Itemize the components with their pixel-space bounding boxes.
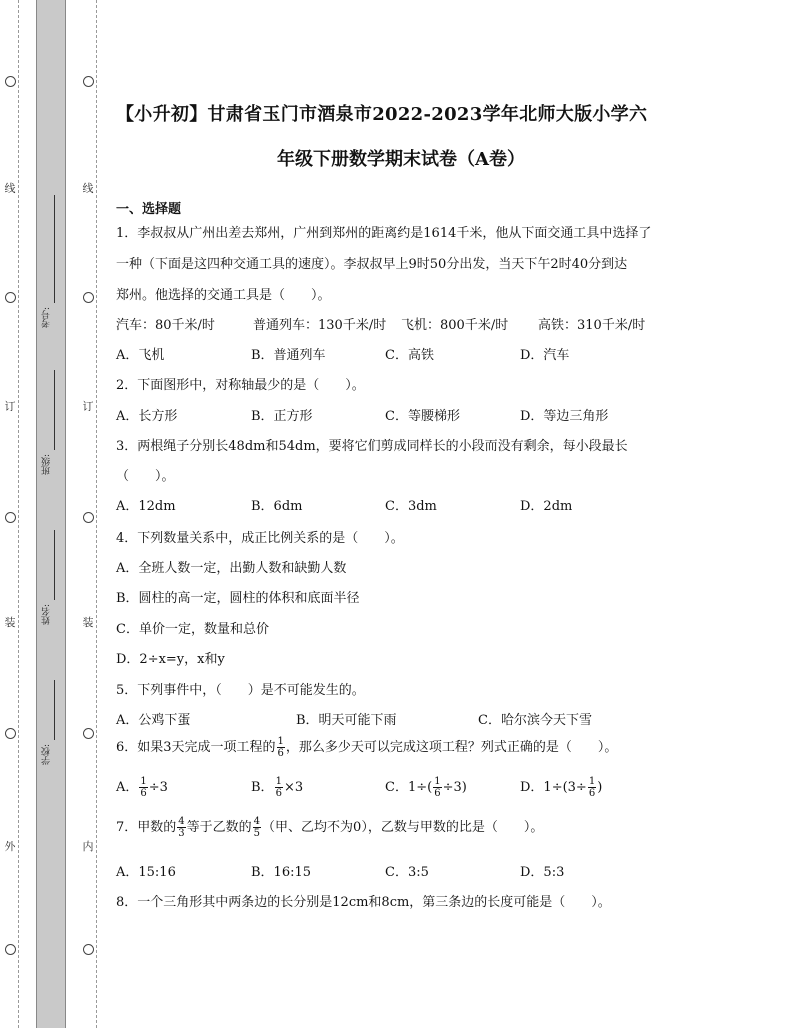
option-rest: ÷3) (442, 780, 467, 795)
fraction-numerator: 4 (178, 816, 185, 827)
school-field[interactable] (40, 680, 60, 780)
fraction-numerator: 1 (275, 776, 282, 787)
question-3-line1: 3．两根绳子分别长48dm和54dm，要将它们剪成同样长的小段而没有剩余，每小段最长 (116, 439, 628, 454)
question-4-option-a[interactable]: A．全班人数一定，出勤人数和缺勤人数 (116, 561, 347, 576)
binding-hole (5, 728, 16, 739)
exam-title-line1: 【小升初】甘肃省玉门市酒泉市2022-2023学年北师大版小学六 (116, 104, 648, 125)
question-2-option-a[interactable]: A．长方形 (116, 409, 178, 424)
binding-gutter (36, 0, 66, 1028)
fraction-numerator: 4 (253, 816, 261, 827)
speed-item: 普通列车：130千米/时 (253, 318, 387, 333)
question-2-option-d[interactable]: D．等边三角形 (520, 409, 609, 424)
margin-char-right: 订 (82, 400, 94, 413)
field-underline (54, 530, 55, 600)
fraction-denominator: 3 (178, 828, 185, 839)
option-label: A． (116, 780, 139, 795)
fraction (177, 816, 185, 839)
fraction (433, 776, 441, 799)
option-rest: ) (597, 780, 603, 795)
field-label: 班级: (42, 454, 52, 476)
question-6-text (116, 736, 617, 759)
question-3-line2: （ ）。 (116, 469, 175, 484)
fraction-denominator: 6 (140, 788, 147, 799)
question-1-line1: 1．李叔叔从广州出差去郑州，广州到郑州的距离约是1614千米，他从下面交通工具中选择了 (116, 226, 652, 241)
fraction (588, 776, 596, 799)
question-6-option-d[interactable] (520, 776, 602, 799)
binding-hole (5, 76, 16, 87)
question-7-text-c: （甲、乙均不为0），乙数与甲数的比是（ ）。 (262, 820, 544, 835)
question-1-option-a[interactable]: A．飞机 (116, 348, 165, 363)
fraction (139, 776, 147, 799)
question-4-text: 4．下列数量关系中，成正比例关系的是（ ）。 (116, 531, 404, 546)
binding-hole (5, 292, 16, 303)
question-7-option-b[interactable]: B．16:15 (251, 865, 312, 880)
question-6-option-c[interactable] (385, 776, 467, 799)
question-4-option-d[interactable]: D．2÷x=y，x和y (116, 652, 225, 667)
exam-number-field[interactable] (40, 195, 60, 340)
fraction-denominator: 6 (434, 788, 441, 799)
fraction-numerator: 1 (434, 776, 441, 787)
speed-item: 高铁：310千米/时 (538, 318, 646, 333)
fraction-numerator: 1 (140, 776, 147, 787)
question-6-option-b[interactable] (251, 776, 303, 799)
option-label: B． (251, 780, 274, 795)
field-label: 学校: (42, 744, 52, 766)
speed-item: 飞机：800千米/时 (401, 318, 509, 333)
margin-char-left: 订 (4, 400, 16, 413)
question-3-option-c[interactable]: C．3dm (385, 499, 437, 514)
margin-char-right: 装 (82, 616, 94, 629)
option-label: D．1÷(3÷ (520, 780, 587, 795)
margin-dashed-line-inner (96, 0, 97, 1028)
fraction (253, 816, 261, 839)
margin-char-left: 外 (4, 840, 16, 853)
binding-hole (5, 512, 16, 523)
question-7-text-b: 等于乙数的 (186, 820, 252, 835)
question-3-option-d[interactable]: D．2dm (520, 499, 573, 514)
fraction-denominator: 5 (253, 828, 261, 839)
option-rest: ÷3 (148, 780, 168, 795)
question-4-option-b[interactable]: B．圆柱的高一定，圆柱的体积和底面半径 (116, 591, 360, 606)
section-title: 一、选择题 (116, 202, 182, 217)
field-label: 考号: (42, 307, 52, 329)
question-1-line3: 郑州。他选择的交通工具是（ ）。 (116, 288, 331, 303)
question-7-option-d[interactable]: D．5:3 (520, 865, 565, 880)
question-6-text-a: 6．如果3天完成一项工程的 (116, 740, 276, 755)
margin-char-left: 线 (4, 182, 16, 195)
class-field[interactable] (40, 370, 60, 485)
option-label: C．1÷( (385, 780, 433, 795)
option-rest: ×3 (283, 780, 304, 795)
fraction-denominator: 6 (588, 788, 596, 799)
question-5-text: 5．下列事件中，（ ）是不可能发生的。 (116, 683, 365, 698)
question-1-option-b[interactable]: B．普通列车 (251, 348, 326, 363)
binding-hole (83, 512, 94, 523)
fraction (277, 736, 285, 759)
speed-item: 汽车：80千米/时 (116, 318, 215, 333)
question-1-line2: 一种（下面是这四种交通工具的速度）。李叔叔早上9时50分出发，当天下午2时40分到达 (116, 257, 628, 272)
binding-hole (83, 292, 94, 303)
question-1-option-d[interactable]: D．汽车 (520, 348, 570, 363)
margin-char-left: 装 (4, 616, 16, 629)
fraction-denominator: 6 (277, 748, 284, 759)
field-underline (54, 680, 55, 740)
fraction-numerator: 1 (277, 736, 284, 747)
question-7-option-a[interactable]: A．15:16 (116, 865, 176, 880)
margin-char-right: 线 (82, 182, 94, 195)
question-3-option-b[interactable]: B．6dm (251, 499, 303, 514)
fraction-denominator: 6 (275, 788, 282, 799)
question-6-text-b: ，那么多少天可以完成这项工程？列式正确的是（ ）。 (285, 740, 618, 755)
question-3-option-a[interactable]: A．12dm (116, 499, 176, 514)
question-4-option-c[interactable]: C．单价一定，数量和总价 (116, 622, 269, 637)
binding-hole (83, 728, 94, 739)
question-7-text (116, 816, 543, 839)
binding-hole (83, 76, 94, 87)
question-2-text: 2．下面图形中，对称轴最少的是（ ）。 (116, 378, 365, 393)
fraction (275, 776, 283, 799)
field-underline (54, 195, 55, 303)
question-6-option-a[interactable] (116, 776, 168, 799)
exam-title-line2: 年级下册数学期末试卷（A卷） (277, 149, 525, 170)
field-underline (54, 370, 55, 450)
question-2-option-b[interactable]: B．正方形 (251, 409, 313, 424)
question-5-option-a[interactable]: A．公鸡下蛋 (116, 713, 191, 728)
fraction-numerator: 1 (588, 776, 596, 787)
question-1-option-c[interactable]: C．高铁 (385, 348, 434, 363)
question-7-text-a: 7．甲数的 (116, 820, 177, 835)
question-2-option-c[interactable]: C．等腰梯形 (385, 409, 460, 424)
margin-dashed-line-outer (18, 0, 19, 1028)
question-5-option-c[interactable]: C．哈尔滨今天下雪 (478, 713, 592, 728)
binding-hole (5, 944, 16, 955)
question-7-option-c[interactable]: C．3:5 (385, 865, 429, 880)
name-field[interactable] (40, 530, 60, 645)
question-5-option-b[interactable]: B．明天可能下雨 (296, 713, 397, 728)
binding-hole (83, 944, 94, 955)
margin-char-right: 内 (82, 840, 94, 853)
field-label: 姓名: (42, 604, 52, 626)
question-8-text: 8．一个三角形其中两条边的长分别是12cm和8cm，第三条边的长度可能是（ ）。 (116, 895, 611, 910)
